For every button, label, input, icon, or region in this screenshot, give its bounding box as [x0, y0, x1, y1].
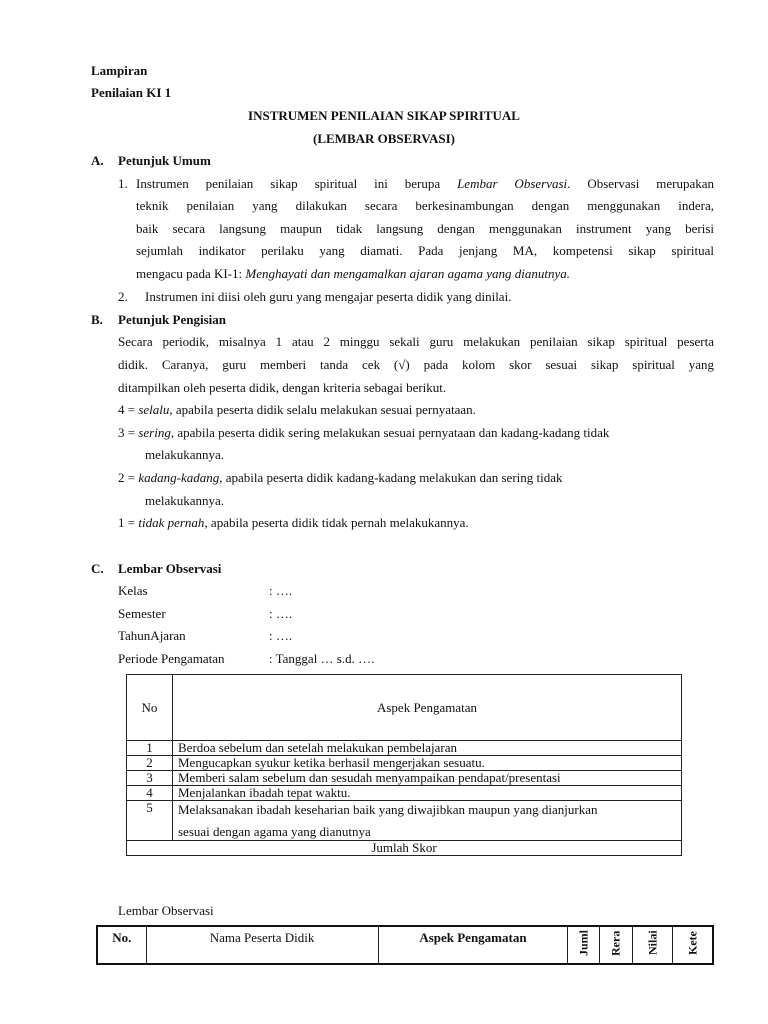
- header-rerata: Rera: [599, 926, 632, 964]
- paragraph-line: teknik penilaian yang dilakukan secara berkesinambungan dengan menggunakan indera,: [136, 198, 714, 213]
- table-row: [127, 741, 682, 756]
- section-b-heading: Petunjuk Pengisian: [118, 312, 226, 327]
- row-text: Berdoa sebelum dan setelah melakukan pembelajaran: [173, 741, 682, 756]
- table-footer-row: [127, 841, 682, 856]
- aspek-pengamatan-table: [126, 674, 682, 856]
- jumlah-skor: Jumlah Skor: [127, 841, 682, 856]
- observation-table: [96, 925, 714, 965]
- row-text-line: Melaksanakan ibadah keseharian baik yang diwajibkan maupun yang dianjurkan: [178, 802, 598, 817]
- section-a-label: A.: [91, 153, 104, 168]
- section-a-heading: Petunjuk Umum: [118, 153, 211, 168]
- section-c-heading: Lembar Observasi: [118, 561, 222, 576]
- penilaian-label: Penilaian KI 1: [91, 85, 172, 100]
- table-header-row: [97, 926, 713, 964]
- table-row: [127, 786, 682, 801]
- table-row: [127, 756, 682, 771]
- paragraph-line: mengacu pada KI-1: Menghayati dan mengamalkan ajaran agama yang dianutnya.: [136, 266, 570, 281]
- table-row: [127, 801, 682, 841]
- row-no: 2: [127, 756, 173, 771]
- table-header-row: [127, 675, 682, 741]
- paragraph-line: didik. Caranya, guru memberi tanda cek (√) pada kolom skor sesuai sikap spiritual yang: [118, 357, 714, 372]
- row-text: Memberi salam sebelum dan sesudah menyampaikan pendapat/presentasi: [173, 771, 682, 786]
- lembar-observasi-label: Lembar Observasi: [118, 903, 214, 918]
- criteria-2: 2 = kadang-kadang, apabila peserta didik kadang-kadang melakukan dan sering tidak: [118, 470, 563, 485]
- field-label-semester: Semester: [118, 606, 166, 621]
- row-no: 3: [127, 771, 173, 786]
- row-no: 5: [127, 801, 173, 841]
- header-keterangan: Kete: [673, 926, 714, 964]
- row-no: 4: [127, 786, 173, 801]
- criteria-3-cont: melakukannya.: [145, 447, 225, 462]
- field-label-kelas: Kelas: [118, 583, 148, 598]
- field-value-semester: : ….: [269, 606, 293, 621]
- row-no: 1: [127, 741, 173, 756]
- paragraph-line: Instrumen penilaian sikap spiritual ini berupa Lembar Observasi. Observasi merupakan: [136, 176, 714, 191]
- field-value-kelas: : ….: [269, 583, 293, 598]
- field-label-periode: Periode Pengamatan: [118, 651, 225, 666]
- header-aspek: Aspek Pengamatan: [173, 675, 682, 741]
- item-number: 2.: [118, 289, 128, 304]
- criteria-3: 3 = sering, apabila peserta didik sering melakukan sesuai pernyataan dan kadang-kadang tidak: [118, 425, 610, 440]
- header-jumlah: Juml: [568, 926, 599, 964]
- section-b-label: B.: [91, 312, 103, 327]
- criteria-1: 1 = tidak pernah, apabila peserta didik tidak pernah melakukannya.: [118, 515, 469, 530]
- row-text-line: sesuai dengan agama yang dianutnya: [178, 824, 371, 839]
- document-title: INSTRUMEN PENILAIAN SIKAP SPIRITUAL: [248, 108, 520, 123]
- field-label-tahun-ajaran: TahunAjaran: [118, 628, 186, 643]
- paragraph-line: baik secara langsung maupun tidak langsung dengan menggunakan instrument yang berisi: [136, 221, 714, 236]
- lampiran-label: Lampiran: [91, 63, 148, 78]
- table-row: [127, 771, 682, 786]
- row-text: [173, 801, 682, 841]
- row-text: Mengucapkan syukur ketika berhasil mengerjakan sesuatu.: [173, 756, 682, 771]
- header-nama: Nama Peserta Didik: [146, 926, 378, 964]
- document-subtitle: (LEMBAR OBSERVASI): [313, 131, 455, 146]
- header-no: No: [127, 675, 173, 741]
- criteria-2-cont: melakukannya.: [145, 493, 225, 508]
- paragraph-line: sejumlah indikator perilaku yang diamati. Pada jenjang MA, kompetensi sikap spiritual: [136, 243, 714, 258]
- item-number: 1.: [118, 176, 128, 191]
- header-aspek: Aspek Pengamatan: [378, 926, 568, 964]
- header-nilai: Nilai: [633, 926, 673, 964]
- section-c-label: C.: [91, 561, 104, 576]
- header-no: No.: [97, 926, 146, 964]
- row-text: Menjalankan ibadah tepat waktu.: [173, 786, 682, 801]
- criteria-4: 4 = selalu, apabila peserta didik selalu melakukan sesuai pernyataan.: [118, 402, 476, 417]
- paragraph-line: Instrumen ini diisi oleh guru yang mengajar peserta didik yang dinilai.: [145, 289, 512, 304]
- field-value-tahun-ajaran: : ….: [269, 628, 293, 643]
- field-value-periode: : Tanggal … s.d. ….: [269, 651, 375, 666]
- paragraph-line: Secara periodik, misalnya 1 atau 2 minggu sekali guru melakukan penilaian sikap spiritual peserta: [118, 334, 714, 349]
- paragraph-line: ditampilkan oleh peserta didik, dengan kriteria sebagai berikut.: [118, 380, 447, 395]
